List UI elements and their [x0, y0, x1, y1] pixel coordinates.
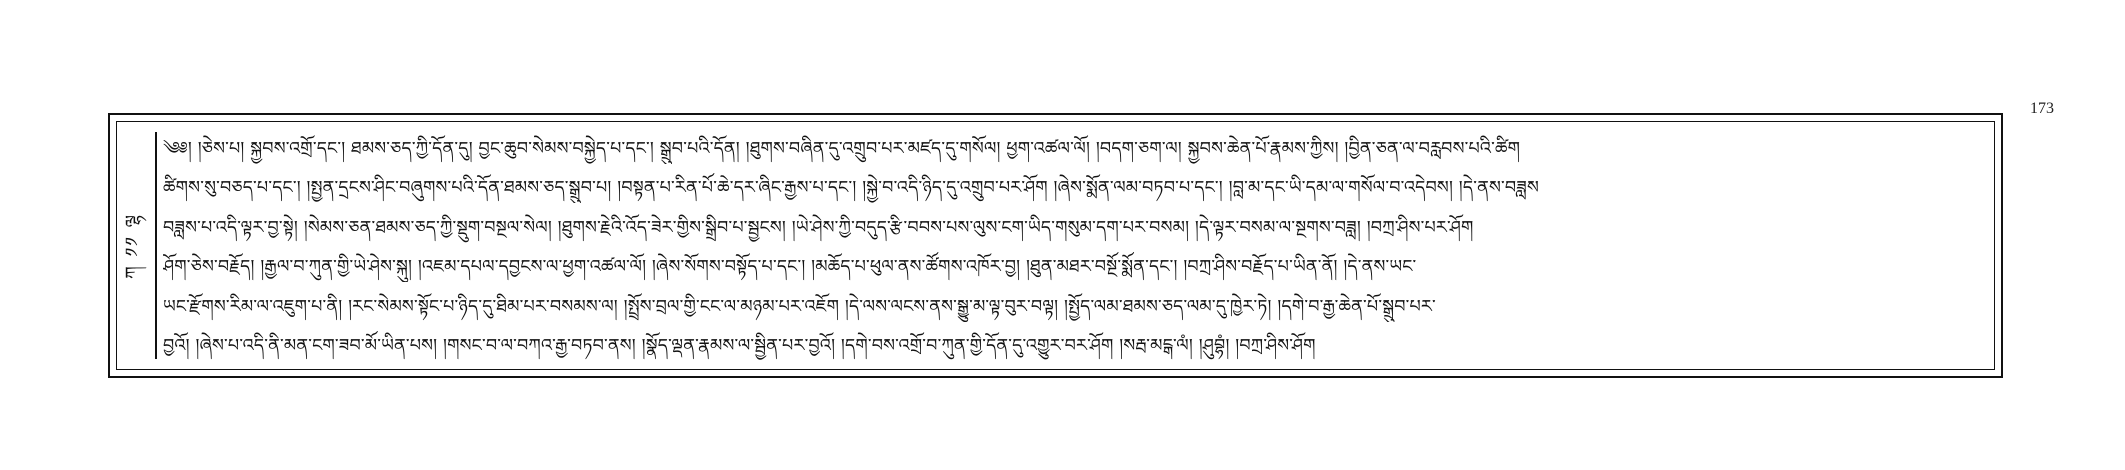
folio-text-block [163, 134, 1984, 361]
text-line-6: བྱའོ། །ཞེས་པ་འདི་ནི་མན་ངག་ཟབ་མོ་ཡིན་པས། །གསང་བ་ལ་བཀའ་རྒྱ་བཏབ་ནས། །སྣོད་ལྡན་རྣམས་ལ་སྦྱིན་པར་བྱའོ། །དགེ་བས་འགྲོ་བ་ཀུན་གྱི་དོན་དུ་འགྱུར་བར་ཤོག །སརྦ་མངྒ་ལཾ། །ཤུབྷཾ། །བཀྲ་ཤིས་ཤོག [163, 335, 1316, 356]
text-line-1: ༄༅། །ཅེས་པ། སྐྱབས་འགྲོ་དང་། ཐམས་ཅད་ཀྱི་དོན་དུ། བྱང་ཆུབ་སེམས་བསྐྱེད་པ་དང་། སྒྲུབ་པའི་དོན། །ཐུགས་བཞིན་དུ་འགྲུབ་པར་མཛད་དུ་གསོལ། ཕྱག་འཚལ་ལོ། །བདག་ཅག་ལ། སྐྱབས་ཆེན་པོ་རྣམས་ཀྱིས། །བྱིན་ཅན་ལ་བརླབས་པའི་ཚིག [163, 139, 1521, 159]
margin-label-text: ཀ ༡༡ ལྷ [122, 212, 144, 279]
text-line-5: ཡང་རྫོགས་རིམ་ལ་འཇུག་པ་ནི། །རང་སེམས་སྟོང་པ་ཉིད་དུ་ཐིམ་པར་བསམས་ལ། །སྤྲོས་བྲལ་གྱི་ངང་ལ་མཉམ་པར་འཇོག །དེ་ལས་ལངས་ནས་སྒྱུ་མ་ལྟ་བུར་བལྟ། །སྤྱོད་ལམ་ཐམས་ཅད་ལམ་དུ་ཁྱེར་ཏེ། །དགེ་བ་རྒྱ་ཆེན་པོ་སྒྲུབ་པར་ [163, 296, 1436, 317]
text-line-4: ཤོག་ཅེས་བརྗོད། །རྒྱལ་བ་ཀུན་གྱི་ཡེ་ཤེས་སྐུ། །འཇམ་དཔལ་དབྱངས་ལ་ཕྱག་འཚལ་ལོ། །ཞེས་སོགས་བསྟོད་པ་དང་། །མཆོད་པ་ཕུལ་ནས་ཚོགས་འཁོར་བྱ། །ཐུན་མཐར་བསྔོ་སྨོན་དང་། །བཀྲ་ཤིས་བརྗོད་པ་ཡིན་ནོ། །དེ་ནས་ཡང་ [163, 257, 1417, 278]
page-number: 173 [2030, 100, 2054, 117]
text-line-2: ཚིགས་སུ་བཅད་པ་དང་། །སྤྱན་དྲངས་ཤིང་བཞུགས་པའི་དོན་ཐམས་ཅད་སྒྲུབ་པ། །བསྟན་པ་རིན་པོ་ཆེ་དར་ཞིང་རྒྱས་པ་དང་། །སྐྱེ་བ་འདི་ཉིད་དུ་འགྲུབ་པར་ཤོག །ཞེས་སྨོན་ལམ་བཏབ་པ་དང་། །བླ་མ་དང་ཡི་དམ་ལ་གསོལ་བ་འདེབས། །དེ་ནས་བཟླས [163, 178, 1539, 199]
text-line-3: བཟླས་པ་འདི་ལྟར་བྱ་སྟེ། །སེམས་ཅན་ཐམས་ཅད་ཀྱི་སྡུག་བསྔལ་སེལ། །ཐུགས་རྗེའི་འོད་ཟེར་གྱིས་སྒྲིབ་པ་སྦྱངས། །ཡེ་ཤེས་ཀྱི་བདུད་རྩི་བབས་པས་ལུས་ངག་ཡིད་གསུམ་དག་པར་བསམ། །དེ་ལྟར་བསམ་ལ་སྔགས་བཟླ། །བཀྲ་ཤིས་པར་ཤོག [163, 217, 1474, 238]
manuscript-folio [108, 113, 2003, 378]
folio-margin-label [121, 132, 157, 359]
folio-inner-border [116, 121, 1995, 370]
